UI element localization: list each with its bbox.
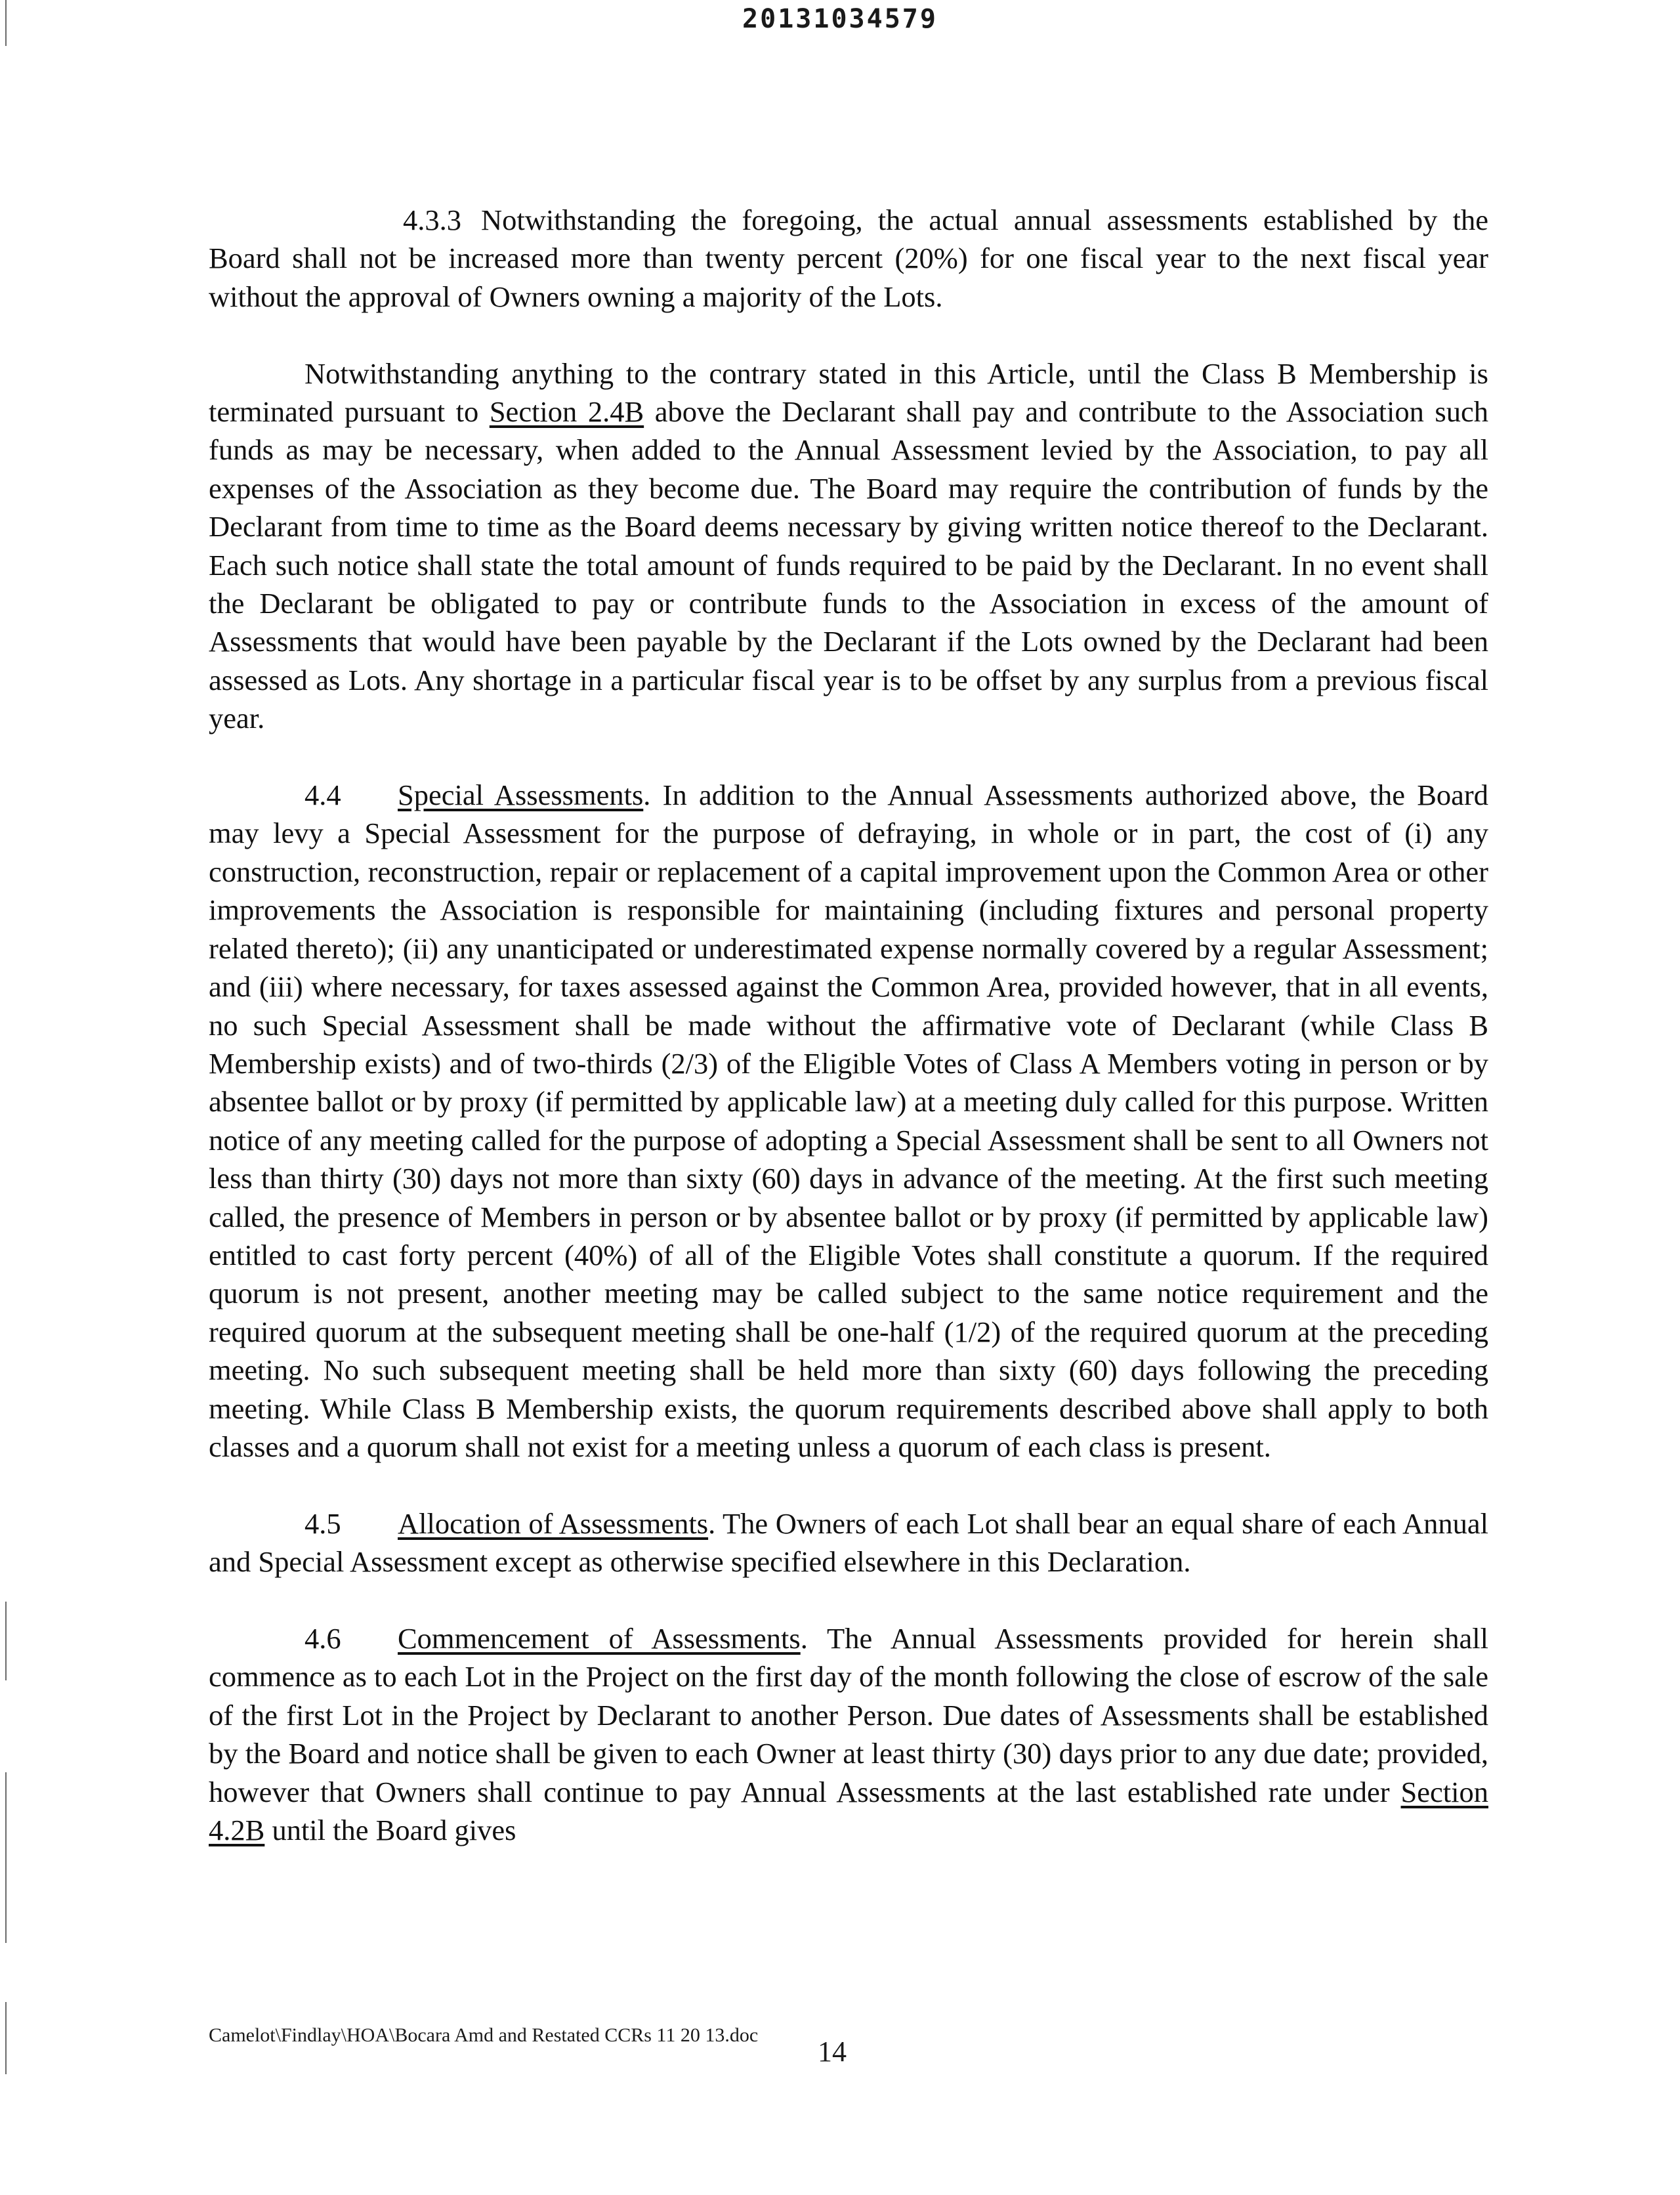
scan-edge-line xyxy=(5,1602,7,1680)
footer-file-path: Camelot\Findlay\HOA\Bocara Amd and Restated CCRs 11 20 13.doc xyxy=(209,2024,759,2046)
section-number: 4.3.3 xyxy=(403,203,461,236)
section-number: 4.6 xyxy=(304,1621,341,1655)
paragraph-text: . The Owners of each Lot shall bear an equal share of each Annual and Special Assessment except as otherwise specified elsewhere in this Declaration. xyxy=(209,1506,1488,1579)
paragraph-class-b-membership xyxy=(209,354,1488,738)
paragraph-text: . The Annual Assessments provided for herein shall commence as to each Lot in the Project on the first day of the month following the close of escrow of the sale of the first Lot in the Project by Declarant to another Person. Due dates of Assessments shall be established by the Board and notice shall be given to each Owner at least thirty (30) days prior to any due date; provided, however that Owners shall continue to pay Annual Assessments at the last established rate under xyxy=(209,1621,1489,1808)
section-number: 4.4 xyxy=(304,778,341,812)
paragraph-text: above the Declarant shall pay and contribute to the Association such funds as may be necessary, when added to the Annual Assessment levied by the Association, to pay all expenses of the Association as they become due. The Board may require the contribution of funds by the Declarant from time to time as the Board deems necessary by giving written notice thereof to the Declarant. Each such notice shall state the total amount of funds required to be paid by the Declarant. In no event shall the Declarant be obligated to pay or contribute funds to the Association in excess of the amount of Assessments that would have been payable by the Declarant if the Lots owned by the Declarant had been assessed as Lots. Any shortage in a particular fiscal year is to be offset by any surplus from a previous fiscal year. xyxy=(209,395,1488,735)
page-number: 14 xyxy=(818,2035,847,2068)
paragraph-4-3-3 xyxy=(209,201,1488,316)
paragraph-4-6 xyxy=(209,1619,1488,1849)
section-heading: Special Assessments xyxy=(398,778,644,812)
section-heading: Commencement of Assessments xyxy=(398,1621,801,1655)
section-heading: Allocation of Assessments xyxy=(398,1506,709,1540)
scan-edge-line xyxy=(5,1772,7,1943)
paragraph-text: Notwithstanding the foregoing, the actual annual assessments established by the Board shall not be increased more than twenty percent (20%) for one fiscal year to the next fiscal year without the approval of Owners owning a majority of the Lots. xyxy=(209,203,1488,313)
paragraph-text: until the Board gives xyxy=(264,1814,516,1846)
section-reference: Section 4.2B xyxy=(209,1775,1488,1846)
paragraph-4-4 xyxy=(209,776,1488,1466)
section-reference: Section 2.4B xyxy=(489,395,644,429)
paragraph-text: . In addition to the Annual Assessments authorized above, the Board may levy a Special Assessment for the purpose of defraying, in whole or in part, the cost of (i) any construction, reconstruction, repair or replacement of a capital improvement upon the Common Area or other improvements the Association is responsible for maintaining (including fixtures and personal property related thereto); (ii) any unanticipated or underestimated expense normally covered by a regular Assessment; and (iii) where necessary, for taxes assessed against the Common Area, provided however, that in all events, no such Special Assessment shall be made without the affirmative vote of Declarant (while Class B Membership exists) and of two-thirds (2/3) of the Eligible Votes of Class A Members voting in person or by absentee ballot or by proxy (if permitted by applicable law) at a meeting duly called for this purpose. Written notice of any meeting called for the purpose of adopting a Special Assessment shall be sent to all Owners not less than thirty (30) days not more than sixty (60) days in advance of the meeting. At the first such meeting called, the presence of Members in person or by absentee ballot or by proxy (if permitted by applicable law) entitled to cast forty percent (40%) of all of the Eligible Votes shall constitute a quorum. If the required quorum is not present, another meeting may be called subject to the same notice requirement and the required quorum at the subsequent meeting shall be one-half (1/2) of the required quorum at the preceding meeting. No such subsequent meeting shall be held more than sixty (60) days following the preceding meeting. While Class B Membership exists, the quorum requirements described above shall apply to both classes and a quorum shall not exist for a meeting unless a quorum of each class is present. xyxy=(209,778,1488,1463)
document-body xyxy=(209,201,1488,1888)
scan-edge-line xyxy=(5,2002,7,2074)
paragraph-4-5 xyxy=(209,1504,1488,1581)
paragraph-text: Notwithstanding anything to the contrary stated in this Article, until the Class B Membership is terminated pursuant to xyxy=(209,356,1488,429)
section-number: 4.5 xyxy=(304,1506,341,1540)
document-number-stamp: 20131034579 xyxy=(742,4,938,34)
